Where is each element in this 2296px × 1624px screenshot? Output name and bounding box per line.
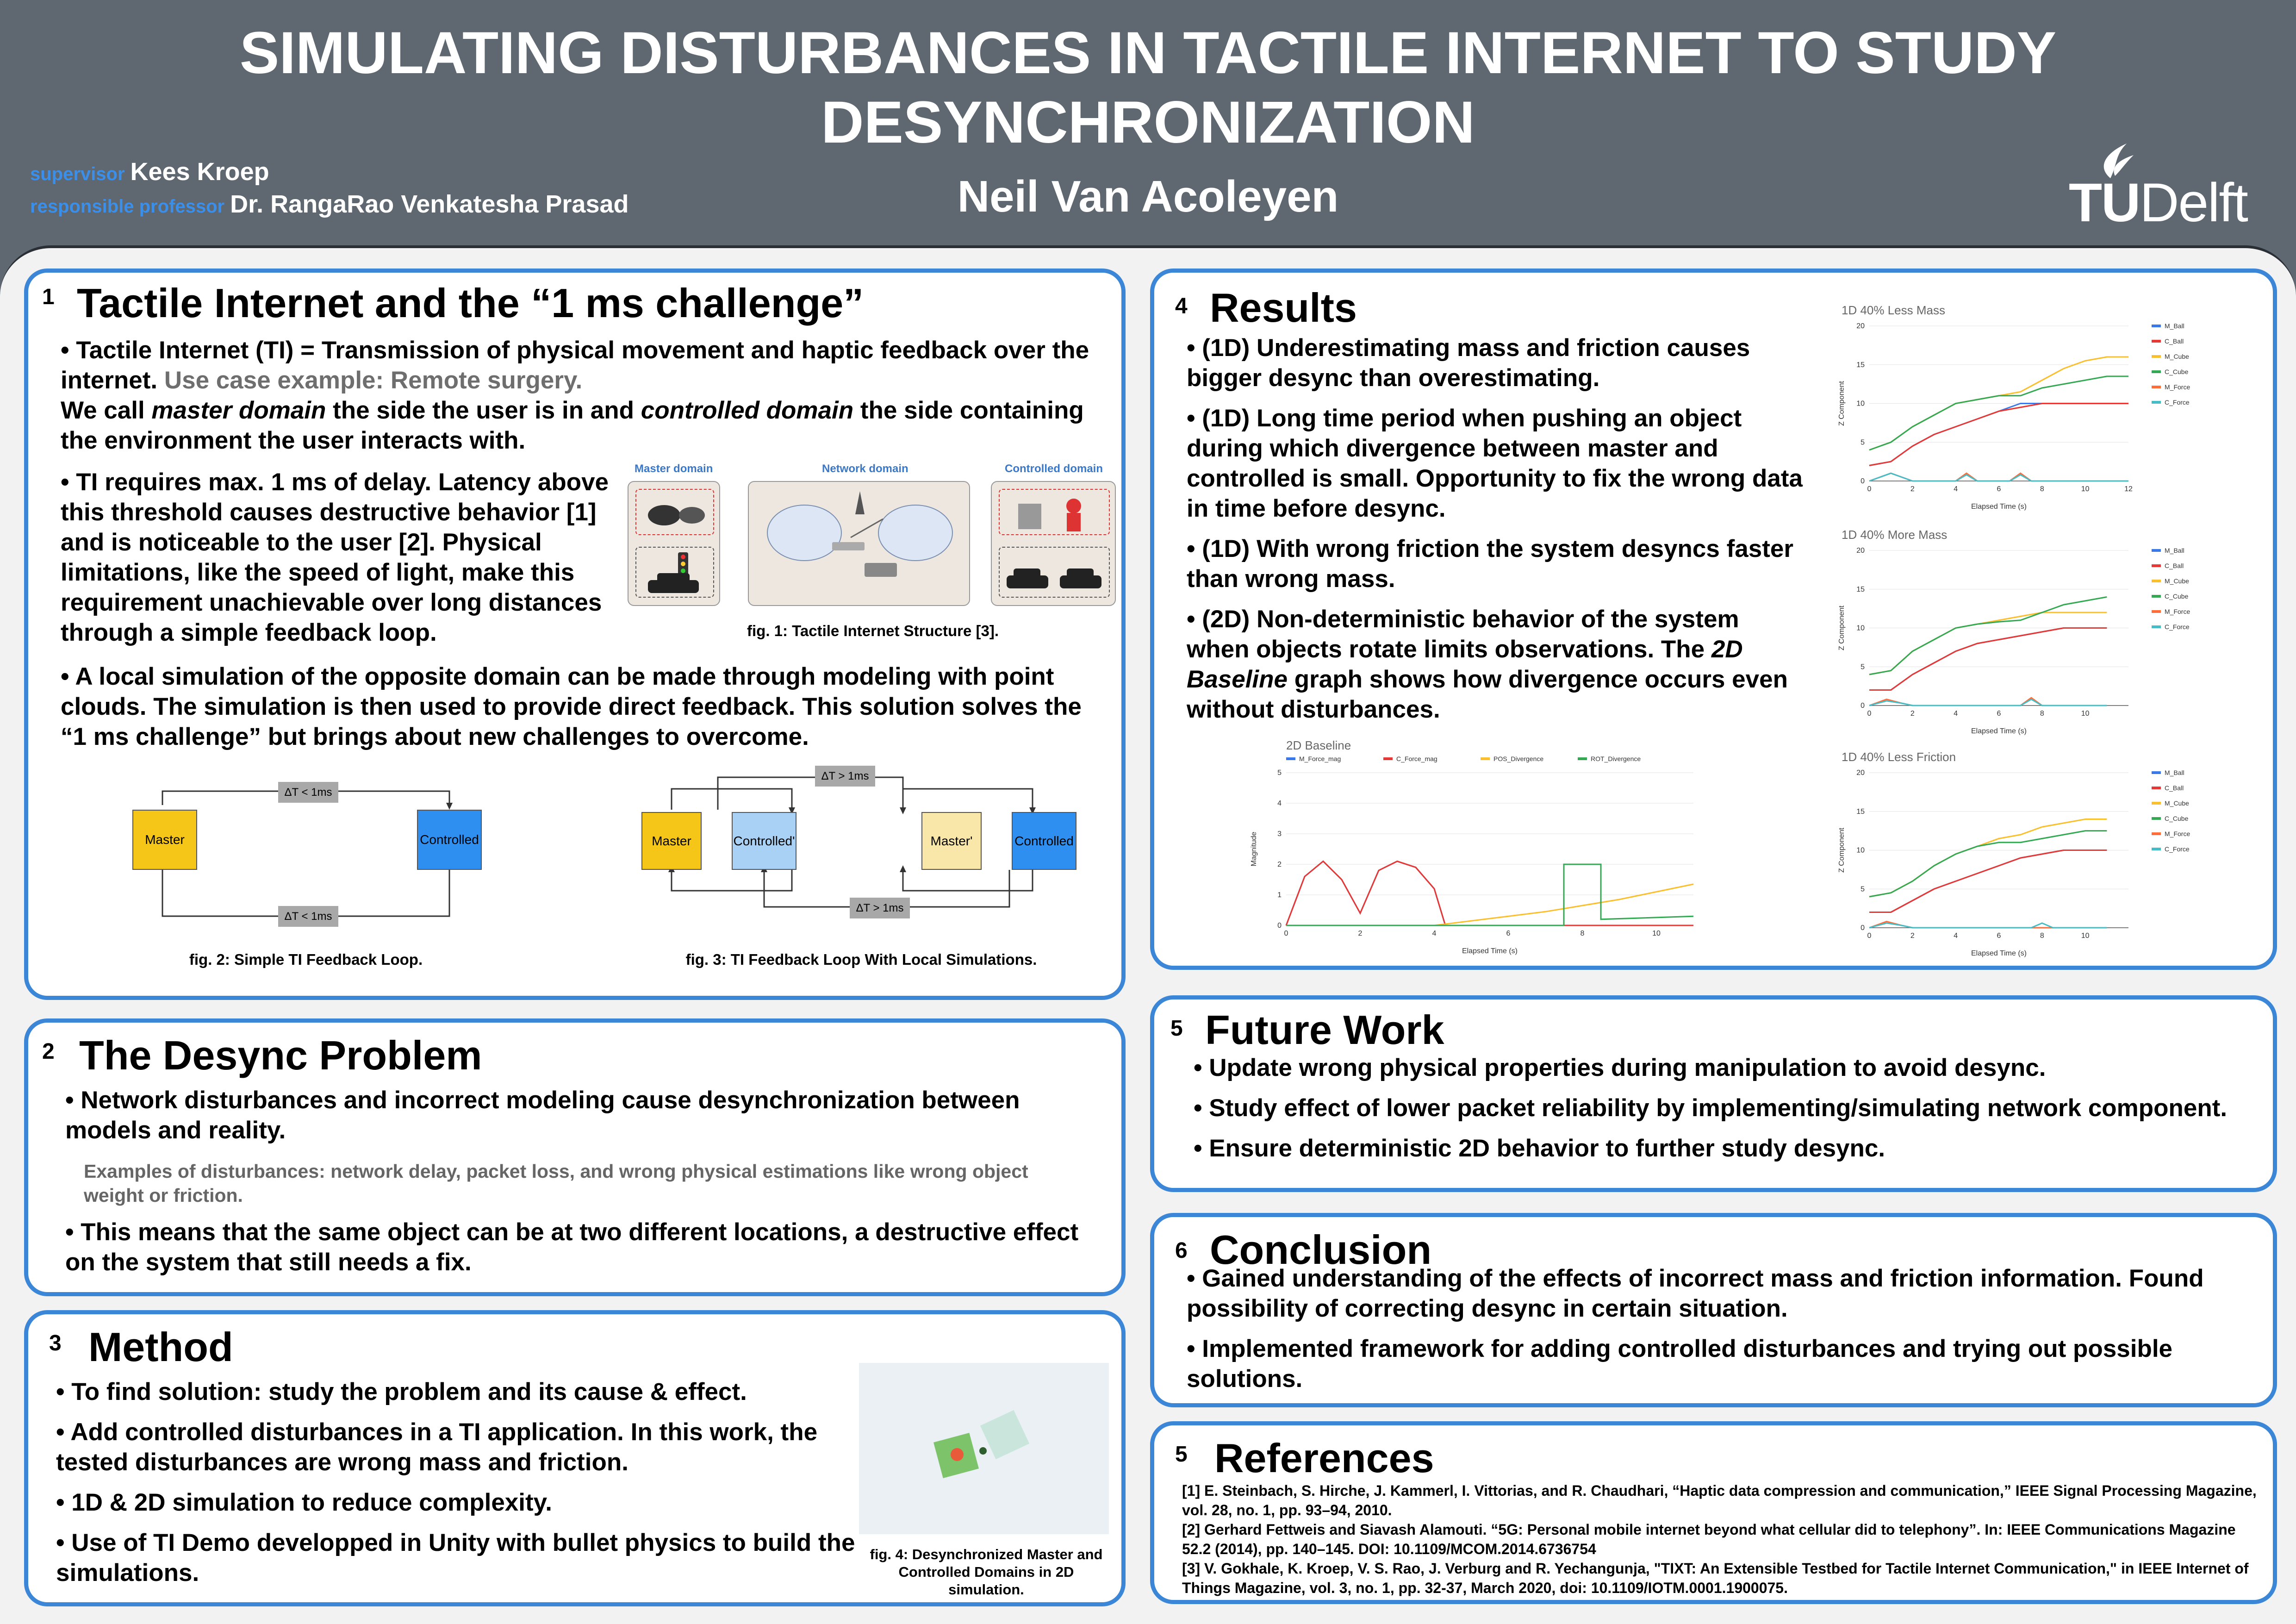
- series-line-c-ball: [1869, 404, 2128, 466]
- chart-2d-baseline: [1244, 736, 1712, 962]
- desync-cubes-image: [859, 1363, 1109, 1534]
- section-number: 2: [42, 1039, 55, 1064]
- panel-method: [24, 1310, 1126, 1606]
- y-axis-label: Z Component: [1838, 381, 1846, 426]
- section-number: 5: [1175, 1442, 1188, 1467]
- x-tick-label: 6: [1997, 710, 2001, 718]
- s3-bullet-1: • To find solution: study the problem and its cause & effect.: [56, 1378, 747, 1405]
- x-tick-label: 2: [1910, 932, 1915, 940]
- x-tick-label: 10: [2081, 485, 2090, 493]
- chart-less-mass: [1832, 300, 2207, 518]
- y-tick-label: 15: [1856, 807, 1865, 816]
- s6-bullet-1: • Gained understanding of the effects of incorrect mass and friction information. Found possibility of correcting desync in certain situation.: [1187, 1265, 2204, 1322]
- section-title: Conclusion: [1210, 1227, 1432, 1273]
- s4-b4a: • (2D) Non-deterministic behavior of the system when objects rotate limits observations. The: [1187, 606, 1739, 663]
- figure-simple-loop: [130, 777, 482, 930]
- y-axis-label: Magnitude: [1250, 831, 1258, 867]
- legend-label: M_Cube: [2165, 353, 2189, 360]
- chart-title: 1D 40% More Mass: [1842, 528, 1948, 542]
- professor-key: responsible professor: [30, 196, 225, 217]
- y-tick-label: 10: [1856, 624, 1865, 632]
- y-tick-label: 10: [1856, 400, 1865, 408]
- vr-headset-icon: [635, 489, 714, 535]
- legend-swatch: [2152, 832, 2161, 835]
- legend-swatch: [2152, 848, 2161, 850]
- fig2-delay-top: ΔT < 1ms: [278, 782, 338, 803]
- s1-b1-text: • Tactile Internet (TI) = Transmission of physical movement and haptic feedback over the internet.: [61, 337, 1089, 394]
- legend-label: M_Cube: [2165, 577, 2189, 585]
- y-tick-label: 2: [1277, 861, 1282, 868]
- legend-label: C_Ball: [2165, 562, 2184, 569]
- baseline-term: 2D Baseline: [1187, 636, 1743, 693]
- legend-swatch: [2152, 564, 2161, 567]
- series-line-c-ball: [1869, 850, 2107, 912]
- legend-swatch: [2152, 610, 2161, 613]
- series-line-m-ball: [1869, 404, 2128, 466]
- panel-results: [1150, 269, 2277, 970]
- reference-1: [1] E. Steinbach, S. Hirche, J. Kammerl, I. Vittorias, and R. Chaudhari, “Haptic data compression and communication,” IEEE Signal Processing Magazine, vol. 28, no. 1, pp. 93–94, 2010.: [1182, 1482, 2257, 1518]
- author-name: Neil Van Acoleyen: [957, 172, 1339, 221]
- s1-bullet-2: • TI requires max. 1 ms of delay. Latency above this threshold causes destructive behavior [1] and is noticeable to the user [2]. Physical limitations, like the speed of light, make this requirement unachievable over long distances through a simple feedback loop.: [61, 468, 609, 646]
- reference-3: [3] V. Gokhale, K. Kroep, V. S. Rao, J. Verburg and R. Yechangunja, "TIXT: An Extensible Testbed for Tactile Internet Communication," in IEEE Internet of Things Magazine, vol. 3, no. 1, pp. 32-37, March 2020, doi: 10.1109/IOTM.0001.1900075.: [1182, 1560, 2249, 1596]
- section-number: 3: [49, 1331, 62, 1355]
- y-tick-label: 0: [1277, 922, 1282, 930]
- y-tick-label: 5: [1860, 885, 1865, 893]
- panel-future-work: [1150, 995, 2277, 1192]
- legend-swatch: [2152, 771, 2161, 774]
- x-tick-label: 4: [1954, 485, 1958, 493]
- s4-bullet-3: • (1D) With wrong friction the system desyncs faster than wrong mass.: [1187, 535, 1793, 593]
- legend-swatch: [2152, 370, 2161, 373]
- title-line-2: DESYNCHRONIZATION: [821, 89, 1475, 156]
- fig4-caption: fig. 4: Desynchronized Master and Controlled Domains in 2D simulation.: [870, 1546, 1103, 1598]
- legend-swatch: [2152, 787, 2161, 789]
- fig2-master-box: Master: [132, 810, 197, 870]
- y-tick-label: 5: [1860, 438, 1865, 447]
- x-tick-label: 6: [1506, 930, 1511, 937]
- y-tick-label: 15: [1856, 361, 1865, 369]
- legend-swatch: [2152, 325, 2161, 327]
- logo-delft: Delft: [2140, 172, 2247, 233]
- y-tick-label: 5: [1860, 663, 1865, 671]
- legend-swatch: [2152, 401, 2161, 404]
- fig3-controlled-sim-box: Controlled': [732, 812, 796, 870]
- panel-desync-problem: [24, 1018, 1126, 1296]
- series-line-c-ball: [1869, 628, 2107, 690]
- fig2-controlled-box: Controlled: [417, 810, 482, 870]
- logo-text: [2069, 171, 2247, 234]
- series-line-c-cube: [1869, 597, 2107, 675]
- legend-swatch: [2152, 625, 2161, 628]
- s2-bullet-1: • Network disturbances and incorrect modeling cause desynchronization between models and reality.: [65, 1087, 1020, 1144]
- y-tick-label: 0: [1860, 924, 1865, 932]
- y-tick-label: 1: [1277, 891, 1282, 899]
- professor-line: [30, 190, 629, 219]
- section-title: Future Work: [1205, 1007, 1444, 1053]
- y-axis-label: Z Component: [1838, 828, 1846, 873]
- legend-label: M_Force_mag: [1299, 755, 1341, 762]
- title-line-1: SIMULATING DISTURBANCES IN TACTILE INTERNET TO STUDY: [239, 20, 2057, 86]
- x-tick-label: 10: [1652, 930, 1661, 937]
- section-title: The Desync Problem: [79, 1032, 482, 1078]
- section-number: 1: [42, 285, 55, 309]
- s1-b1c-1: We call: [61, 397, 152, 424]
- robot-icon: [999, 489, 1110, 535]
- chart-more-mass: [1832, 525, 2207, 743]
- x-axis-label: Elapsed Time (s): [1971, 727, 2027, 735]
- section-title: Tactile Internet and the “1 ms challenge”: [77, 280, 864, 326]
- section-title: References: [1214, 1435, 1434, 1481]
- s3-bullet-3: • 1D & 2D simulation to reduce complexity.: [56, 1489, 552, 1516]
- section-number: 6: [1175, 1238, 1188, 1263]
- simulation-screenshot: [859, 1363, 1109, 1534]
- use-case-text: Use case example: Remote surgery.: [164, 367, 583, 394]
- y-tick-label: 20: [1856, 547, 1865, 555]
- fig3-master-box: Master: [641, 812, 702, 870]
- x-tick-label: 10: [2081, 710, 2090, 718]
- legend-label: M_Force: [2165, 830, 2190, 837]
- series-line-c-force-mag: [1286, 861, 1693, 925]
- legend-label: M_Force: [2165, 383, 2190, 391]
- s5-bullets: [1194, 1053, 2272, 1174]
- s4-b4c: graph shows how divergence occurs even without disturbances.: [1187, 666, 1788, 723]
- legend-swatch: [1481, 757, 1490, 760]
- legend-swatch: [2152, 549, 2161, 552]
- s1-b1c-3: the side the user is in and: [326, 397, 641, 424]
- s4-bullet-1: • (1D) Underestimating mass and friction causes bigger desync than overestimating.: [1187, 334, 1750, 392]
- s6-bullets: [1187, 1263, 2260, 1404]
- chart-less-friction: [1832, 747, 2207, 965]
- legend-swatch: [1578, 757, 1587, 760]
- x-tick-label: 12: [2124, 485, 2133, 493]
- series-line-c-force: [1869, 700, 2107, 706]
- section-number: 5: [1170, 1016, 1183, 1041]
- car-icon: [635, 547, 714, 598]
- network-cloud-icon: [749, 482, 971, 607]
- s6-bullet-2: • Implemented framework for adding controlled disturbances and trying out possible solutions.: [1187, 1335, 2173, 1393]
- x-tick-label: 4: [1954, 710, 1958, 718]
- x-tick-label: 8: [1580, 930, 1585, 937]
- x-tick-label: 2: [1910, 485, 1915, 493]
- panel-conclusion: [1150, 1213, 2277, 1407]
- legend-label: M_Ball: [2165, 769, 2184, 776]
- chart-title: 1D 40% Less Mass: [1842, 303, 1945, 317]
- reference-list: [1182, 1481, 2265, 1598]
- s5-bullet-3: • Ensure deterministic 2D behavior to further study desync.: [1194, 1135, 1885, 1162]
- legend-swatch: [1286, 757, 1295, 760]
- legend-label: POS_Divergence: [1493, 755, 1544, 762]
- s1-b1c-5: the side containing the environment the user interacts with.: [61, 397, 1084, 454]
- supervisor-key: supervisor: [30, 164, 125, 184]
- legend-swatch: [1383, 757, 1393, 760]
- fig1-master-box: [628, 481, 720, 606]
- y-tick-label: 3: [1277, 830, 1282, 838]
- x-tick-label: 4: [1954, 932, 1958, 940]
- x-tick-label: 2: [1358, 930, 1363, 937]
- legend-swatch: [2152, 580, 2161, 582]
- series-line-c-cube: [1869, 376, 2128, 450]
- series-line-m-cube: [1869, 612, 2107, 675]
- x-tick-label: 6: [1997, 485, 2001, 493]
- legend-swatch: [2152, 340, 2161, 343]
- y-tick-label: 5: [1277, 769, 1282, 777]
- section-title: Method: [88, 1324, 233, 1370]
- fig3-caption: fig. 3: TI Feedback Loop With Local Simulations.: [685, 951, 1037, 968]
- legend-label: M_Ball: [2165, 322, 2184, 330]
- fig2-delay-bottom: ΔT < 1ms: [278, 906, 338, 927]
- legend-label: C_Cube: [2165, 593, 2189, 600]
- s4-bullets: [1187, 333, 1807, 735]
- x-tick-label: 0: [1867, 485, 1872, 493]
- legend-label: M_Ball: [2165, 547, 2184, 554]
- fig3-delay-top: ΔT > 1ms: [815, 766, 875, 787]
- legend-label: C_Force: [2165, 845, 2190, 853]
- series-line-c-force: [1869, 923, 2107, 928]
- section-number: 4: [1175, 294, 1188, 319]
- legend-label: C_Cube: [2165, 368, 2189, 375]
- x-tick-label: 0: [1284, 930, 1288, 937]
- fig1-controlled-box: [991, 481, 1116, 606]
- y-tick-label: 0: [1860, 702, 1865, 710]
- series-line-c-cube: [1869, 831, 2107, 897]
- legend-label: C_Force: [2165, 623, 2190, 631]
- chart-title: 2D Baseline: [1286, 738, 1351, 752]
- y-axis-label: Z Component: [1838, 606, 1846, 650]
- legend-swatch: [2152, 355, 2161, 358]
- supervisor-name: Kees Kroep: [130, 158, 269, 186]
- cars-icon: [999, 547, 1110, 598]
- fig1-master-label: Master domain: [635, 462, 713, 475]
- chart-title: 1D 40% Less Friction: [1842, 750, 1956, 764]
- figure-ti-structure: [625, 462, 1120, 611]
- legend-label: M_Cube: [2165, 800, 2189, 807]
- fig1-network-box: [748, 481, 970, 606]
- y-tick-label: 10: [1856, 846, 1865, 855]
- poster-header: [0, 0, 2296, 245]
- fig1-caption: fig. 1: Tactile Internet Structure [3].: [747, 622, 999, 639]
- x-tick-label: 8: [2040, 485, 2044, 493]
- s1-bullet-1: [61, 335, 1107, 456]
- fig1-network-label: Network domain: [822, 462, 908, 475]
- legend-label: ROT_Divergence: [1591, 755, 1641, 762]
- s2-disturbance-note: Examples of disturbances: network delay, packet loss, and wrong physical estimations like wrong object weight or friction.: [84, 1161, 1028, 1206]
- legend-label: C_Force: [2165, 399, 2190, 406]
- s3-bullets: [56, 1377, 880, 1598]
- x-tick-label: 0: [1867, 932, 1872, 940]
- series-line-c-force: [1869, 473, 2128, 481]
- legend-label: C_Ball: [2165, 784, 2184, 792]
- s1-bullet-3: • A local simulation of the opposite domain can be made through modeling with point clouds. The simulation is then used to provide direct feedback. This solution solves the “1 ms challenge” but brings about new challenges to overcome.: [61, 663, 1082, 750]
- legend-swatch: [2152, 802, 2161, 805]
- fig3-master-sim-box: Master': [921, 812, 982, 870]
- x-tick-label: 4: [1432, 930, 1437, 937]
- figure-local-sim-loop: [639, 763, 1083, 939]
- legend-swatch: [2152, 386, 2161, 388]
- fig3-controlled-box: Controlled: [1012, 812, 1076, 870]
- legend-swatch: [2152, 595, 2161, 598]
- panel-tactile-internet: [24, 269, 1126, 1000]
- s2-bullet-2: • This means that the same object can be at two different locations, a destructive effect on the system that still needs a fix.: [65, 1218, 1079, 1276]
- legend-label: C_Cube: [2165, 815, 2189, 822]
- s3-bullet-2: • Add controlled disturbances in a TI application. In this work, the tested disturbances are wrong mass and friction.: [56, 1418, 818, 1476]
- s3-bullet-4: • Use of TI Demo developped in Unity with bullet physics to build the simulations.: [56, 1529, 855, 1587]
- x-axis-label: Elapsed Time (s): [1462, 947, 1518, 955]
- x-tick-label: 6: [1997, 932, 2001, 940]
- s4-bullet-2: • (1D) Long time period when pushing an object during which divergence between master and controlled is small. Opportunity to fix the wrong data in time before desync.: [1187, 405, 1803, 522]
- logo-tu: TU: [2069, 172, 2140, 233]
- legend-label: C_Force_mag: [1396, 755, 1437, 762]
- supervisor-line: [30, 157, 269, 186]
- s4-bullet-4: [1187, 604, 1807, 725]
- section-title: Results: [1210, 285, 1357, 331]
- x-tick-label: 10: [2081, 932, 2090, 940]
- x-tick-label: 8: [2040, 932, 2044, 940]
- tudelft-logo: [2069, 139, 2272, 231]
- fig3-delay-bottom: ΔT > 1ms: [850, 898, 910, 918]
- master-domain-term: master domain: [151, 397, 326, 424]
- fig2-caption: fig. 2: Simple TI Feedback Loop.: [189, 951, 423, 968]
- y-tick-label: 4: [1277, 800, 1282, 807]
- professor-name: Dr. RangaRao Venkatesha Prasad: [230, 190, 629, 218]
- controlled-domain-term: controlled domain: [641, 397, 854, 424]
- x-axis-label: Elapsed Time (s): [1971, 949, 2027, 957]
- x-tick-label: 2: [1910, 710, 1915, 718]
- y-tick-label: 20: [1856, 769, 1865, 777]
- y-tick-label: 15: [1856, 585, 1865, 593]
- s5-bullet-2: • Study effect of lower packet reliability by implementing/simulating network component.: [1194, 1094, 2228, 1122]
- series-line-m-force-mag: [1286, 861, 1693, 925]
- fig1-controlled-label: Controlled domain: [1005, 462, 1103, 475]
- legend-label: M_Force: [2165, 608, 2190, 615]
- reference-2: [2] Gerhard Fettweis and Siavash Alamouti. “5G: Personal mobile internet beyond what cellular did to telephony”. In: IEEE Communications Magazine 52.2 (2014), pp. 140–145. DOI: 10.1109/MCOM.2014.6736754: [1182, 1521, 2236, 1557]
- y-tick-label: 0: [1860, 477, 1865, 485]
- x-tick-label: 0: [1867, 710, 1872, 718]
- panel-references: [1150, 1421, 2277, 1604]
- x-tick-label: 8: [2040, 710, 2044, 718]
- legend-swatch: [2152, 817, 2161, 820]
- y-tick-label: 20: [1856, 322, 1865, 330]
- poster-title: [139, 19, 2157, 157]
- series-line-m-ball: [1869, 850, 2107, 912]
- x-axis-label: Elapsed Time (s): [1971, 503, 2027, 511]
- legend-label: C_Ball: [2165, 337, 2184, 345]
- s5-bullet-1: • Update wrong physical properties during manipulation to avoid desync.: [1194, 1054, 2046, 1081]
